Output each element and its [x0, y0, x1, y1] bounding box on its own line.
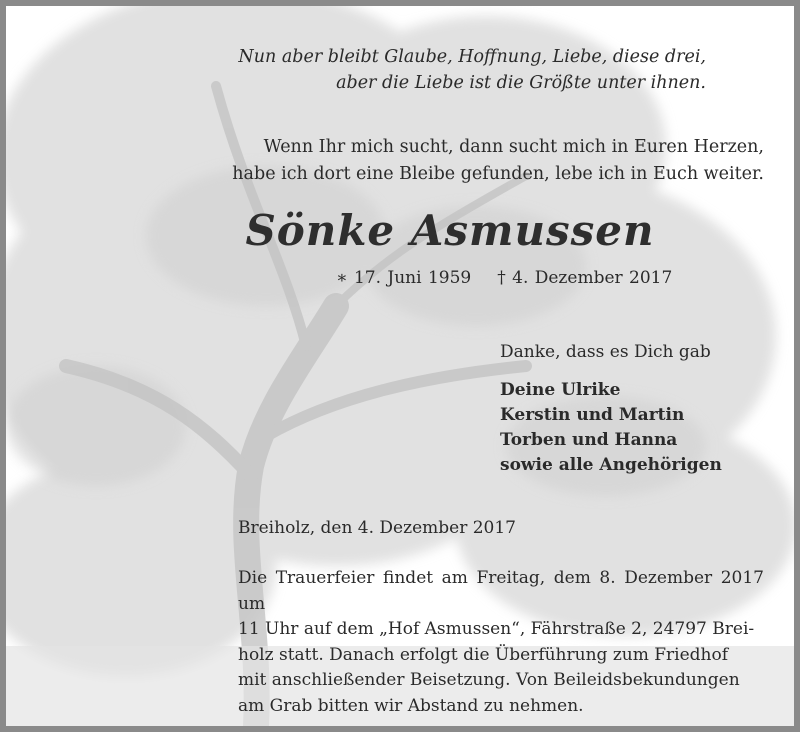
notice-line: mit anschließender Beisetzung. Von Beileidsbekundungen [238, 670, 740, 690]
poem-line: Wenn Ihr mich sucht, dann sucht mich in Euren Herzen, [263, 137, 764, 157]
notice-line: holz statt. Danach erfolgt die Überführung zum Friedhof [238, 644, 729, 665]
death-date: † 4. Dezember 2017 [497, 268, 673, 288]
mourners-list [500, 378, 722, 478]
birth-date: ∗ 17. Juni 1959 [336, 268, 472, 288]
thanks-line: Danke, dass es Dich gab [500, 342, 711, 362]
funeral-notice [238, 566, 764, 719]
poem [156, 134, 764, 188]
mourner-item: Kerstin und Martin [500, 405, 685, 425]
notice-line: am Grab bitten wir Abstand zu nehmen. [238, 695, 584, 716]
bible-quote [186, 44, 706, 96]
notice-line: 11 Uhr auf dem „Hof Asmussen“, Fährstraße 2, 24797 Brei- [238, 619, 755, 639]
mourner-item: Torben und Hanna [500, 430, 678, 450]
notice-line: Die Trauerfeier findet am Freitag, dem 8. Dezember 2017 um [238, 568, 764, 614]
obituary-card [6, 6, 794, 726]
place-date: Breiholz, den 4. Dezember 2017 [238, 518, 516, 538]
life-dates [336, 268, 672, 288]
deceased-name: Sönke Asmussen [245, 206, 655, 255]
quote-line: Nun aber bleibt Glaube, Hoffnung, Liebe, diese drei, [238, 47, 706, 67]
mourner-item: Deine Ulrike [500, 380, 621, 400]
mourner-item: sowie alle Angehörigen [500, 455, 722, 475]
poem-line: habe ich dort eine Bleibe gefunden, lebe ich in Euch weiter. [232, 164, 764, 184]
obituary-text [6, 6, 794, 726]
quote-line: aber die Liebe ist die Größte unter ihnen. [336, 73, 706, 93]
